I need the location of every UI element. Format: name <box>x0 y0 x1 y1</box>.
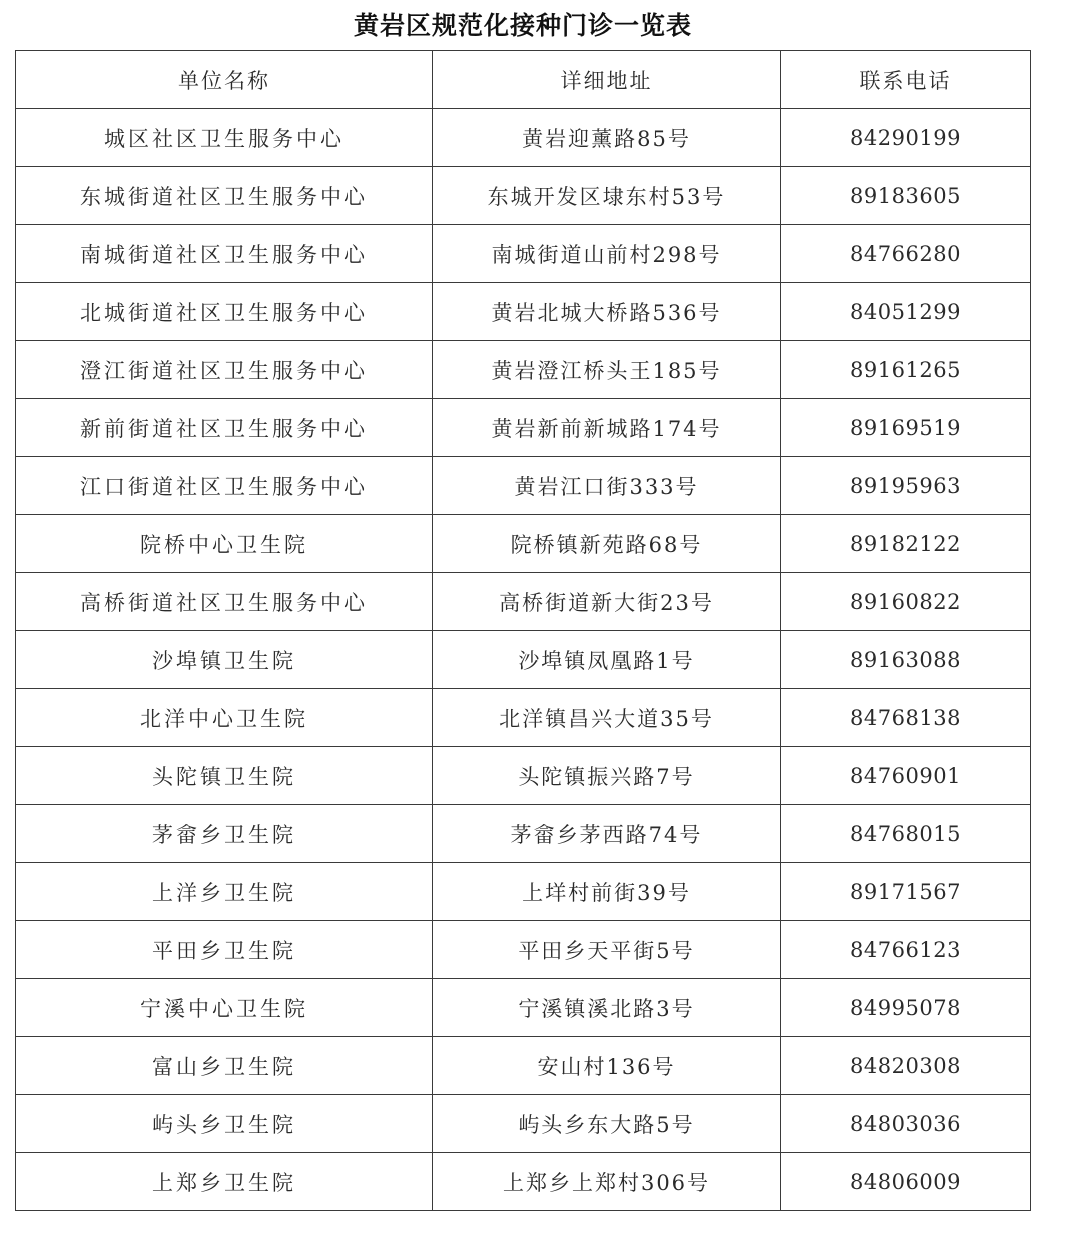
table-row <box>16 399 1031 457</box>
address-cell: 沙埠镇凤凰路1号 <box>433 631 781 689</box>
unit-name-cell: 平田乡卫生院 <box>16 921 433 979</box>
table-row <box>16 631 1031 689</box>
table-row <box>16 573 1031 631</box>
unit-name-cell: 城区社区卫生服务中心 <box>16 109 433 167</box>
unit-name-cell: 茅畲乡卫生院 <box>16 805 433 863</box>
address-cell: 上垟村前街39号 <box>433 863 781 921</box>
clinic-table <box>15 50 1031 1211</box>
table-row <box>16 167 1031 225</box>
table-row <box>16 921 1031 979</box>
header-phone: 联系电话 <box>781 51 1031 109</box>
address-cell: 上郑乡上郑村306号 <box>433 1153 781 1211</box>
table-row <box>16 457 1031 515</box>
table-row <box>16 1095 1031 1153</box>
phone-cell: 84995078 <box>781 979 1031 1037</box>
phone-cell: 84820308 <box>781 1037 1031 1095</box>
phone-cell: 84803036 <box>781 1095 1031 1153</box>
table-row <box>16 863 1031 921</box>
page-title: 黄岩区规范化接种门诊一览表 <box>353 11 692 40</box>
unit-name-cell: 上郑乡卫生院 <box>16 1153 433 1211</box>
unit-name-cell: 院桥中心卫生院 <box>16 515 433 573</box>
unit-name-cell: 东城街道社区卫生服务中心 <box>16 167 433 225</box>
unit-name-cell: 宁溪中心卫生院 <box>16 979 433 1037</box>
table-row <box>16 225 1031 283</box>
address-cell: 头陀镇振兴路7号 <box>433 747 781 805</box>
address-cell: 平田乡天平街5号 <box>433 921 781 979</box>
address-cell: 黄岩澄江桥头王185号 <box>433 341 781 399</box>
phone-cell: 84766280 <box>781 225 1031 283</box>
header-name: 单位名称 <box>16 51 433 109</box>
address-cell: 东城开发区埭东村53号 <box>433 167 781 225</box>
phone-cell: 89163088 <box>781 631 1031 689</box>
table-row <box>16 747 1031 805</box>
table-row <box>16 341 1031 399</box>
table-row <box>16 283 1031 341</box>
phone-cell: 84766123 <box>781 921 1031 979</box>
phone-cell: 89171567 <box>781 863 1031 921</box>
address-cell: 黄岩北城大桥路536号 <box>433 283 781 341</box>
address-cell: 院桥镇新苑路68号 <box>433 515 781 573</box>
phone-cell: 89160822 <box>781 573 1031 631</box>
address-cell: 安山村136号 <box>433 1037 781 1095</box>
address-cell: 北洋镇昌兴大道35号 <box>433 689 781 747</box>
unit-name-cell: 北城街道社区卫生服务中心 <box>16 283 433 341</box>
unit-name-cell: 沙埠镇卫生院 <box>16 631 433 689</box>
phone-cell: 84760901 <box>781 747 1031 805</box>
unit-name-cell: 南城街道社区卫生服务中心 <box>16 225 433 283</box>
table-row <box>16 1153 1031 1211</box>
table-body <box>16 109 1031 1211</box>
phone-cell: 84051299 <box>781 283 1031 341</box>
table-row <box>16 979 1031 1037</box>
unit-name-cell: 澄江街道社区卫生服务中心 <box>16 341 433 399</box>
address-cell: 南城街道山前村298号 <box>433 225 781 283</box>
phone-cell: 89195963 <box>781 457 1031 515</box>
phone-cell: 84768138 <box>781 689 1031 747</box>
unit-name-cell: 上洋乡卫生院 <box>16 863 433 921</box>
phone-cell: 89183605 <box>781 167 1031 225</box>
unit-name-cell: 高桥街道社区卫生服务中心 <box>16 573 433 631</box>
phone-cell: 84768015 <box>781 805 1031 863</box>
address-cell: 黄岩新前新城路174号 <box>433 399 781 457</box>
header-address: 详细地址 <box>433 51 781 109</box>
table-row <box>16 1037 1031 1095</box>
address-cell: 茅畲乡茅西路74号 <box>433 805 781 863</box>
address-cell: 宁溪镇溪北路3号 <box>433 979 781 1037</box>
unit-name-cell: 新前街道社区卫生服务中心 <box>16 399 433 457</box>
unit-name-cell: 屿头乡卫生院 <box>16 1095 433 1153</box>
table-row <box>16 515 1031 573</box>
phone-cell: 89161265 <box>781 341 1031 399</box>
phone-cell: 89169519 <box>781 399 1031 457</box>
table-row <box>16 109 1031 167</box>
table-header <box>16 51 1031 109</box>
address-cell: 黄岩江口街333号 <box>433 457 781 515</box>
unit-name-cell: 富山乡卫生院 <box>16 1037 433 1095</box>
address-cell: 屿头乡东大路5号 <box>433 1095 781 1153</box>
unit-name-cell: 江口街道社区卫生服务中心 <box>16 457 433 515</box>
unit-name-cell: 头陀镇卫生院 <box>16 747 433 805</box>
table-row <box>16 689 1031 747</box>
address-cell: 高桥街道新大街23号 <box>433 573 781 631</box>
unit-name-cell: 北洋中心卫生院 <box>16 689 433 747</box>
address-cell: 黄岩迎薰路85号 <box>433 109 781 167</box>
phone-cell: 84290199 <box>781 109 1031 167</box>
header-row <box>16 51 1031 109</box>
phone-cell: 89182122 <box>781 515 1031 573</box>
phone-cell: 84806009 <box>781 1153 1031 1211</box>
table-row <box>16 805 1031 863</box>
